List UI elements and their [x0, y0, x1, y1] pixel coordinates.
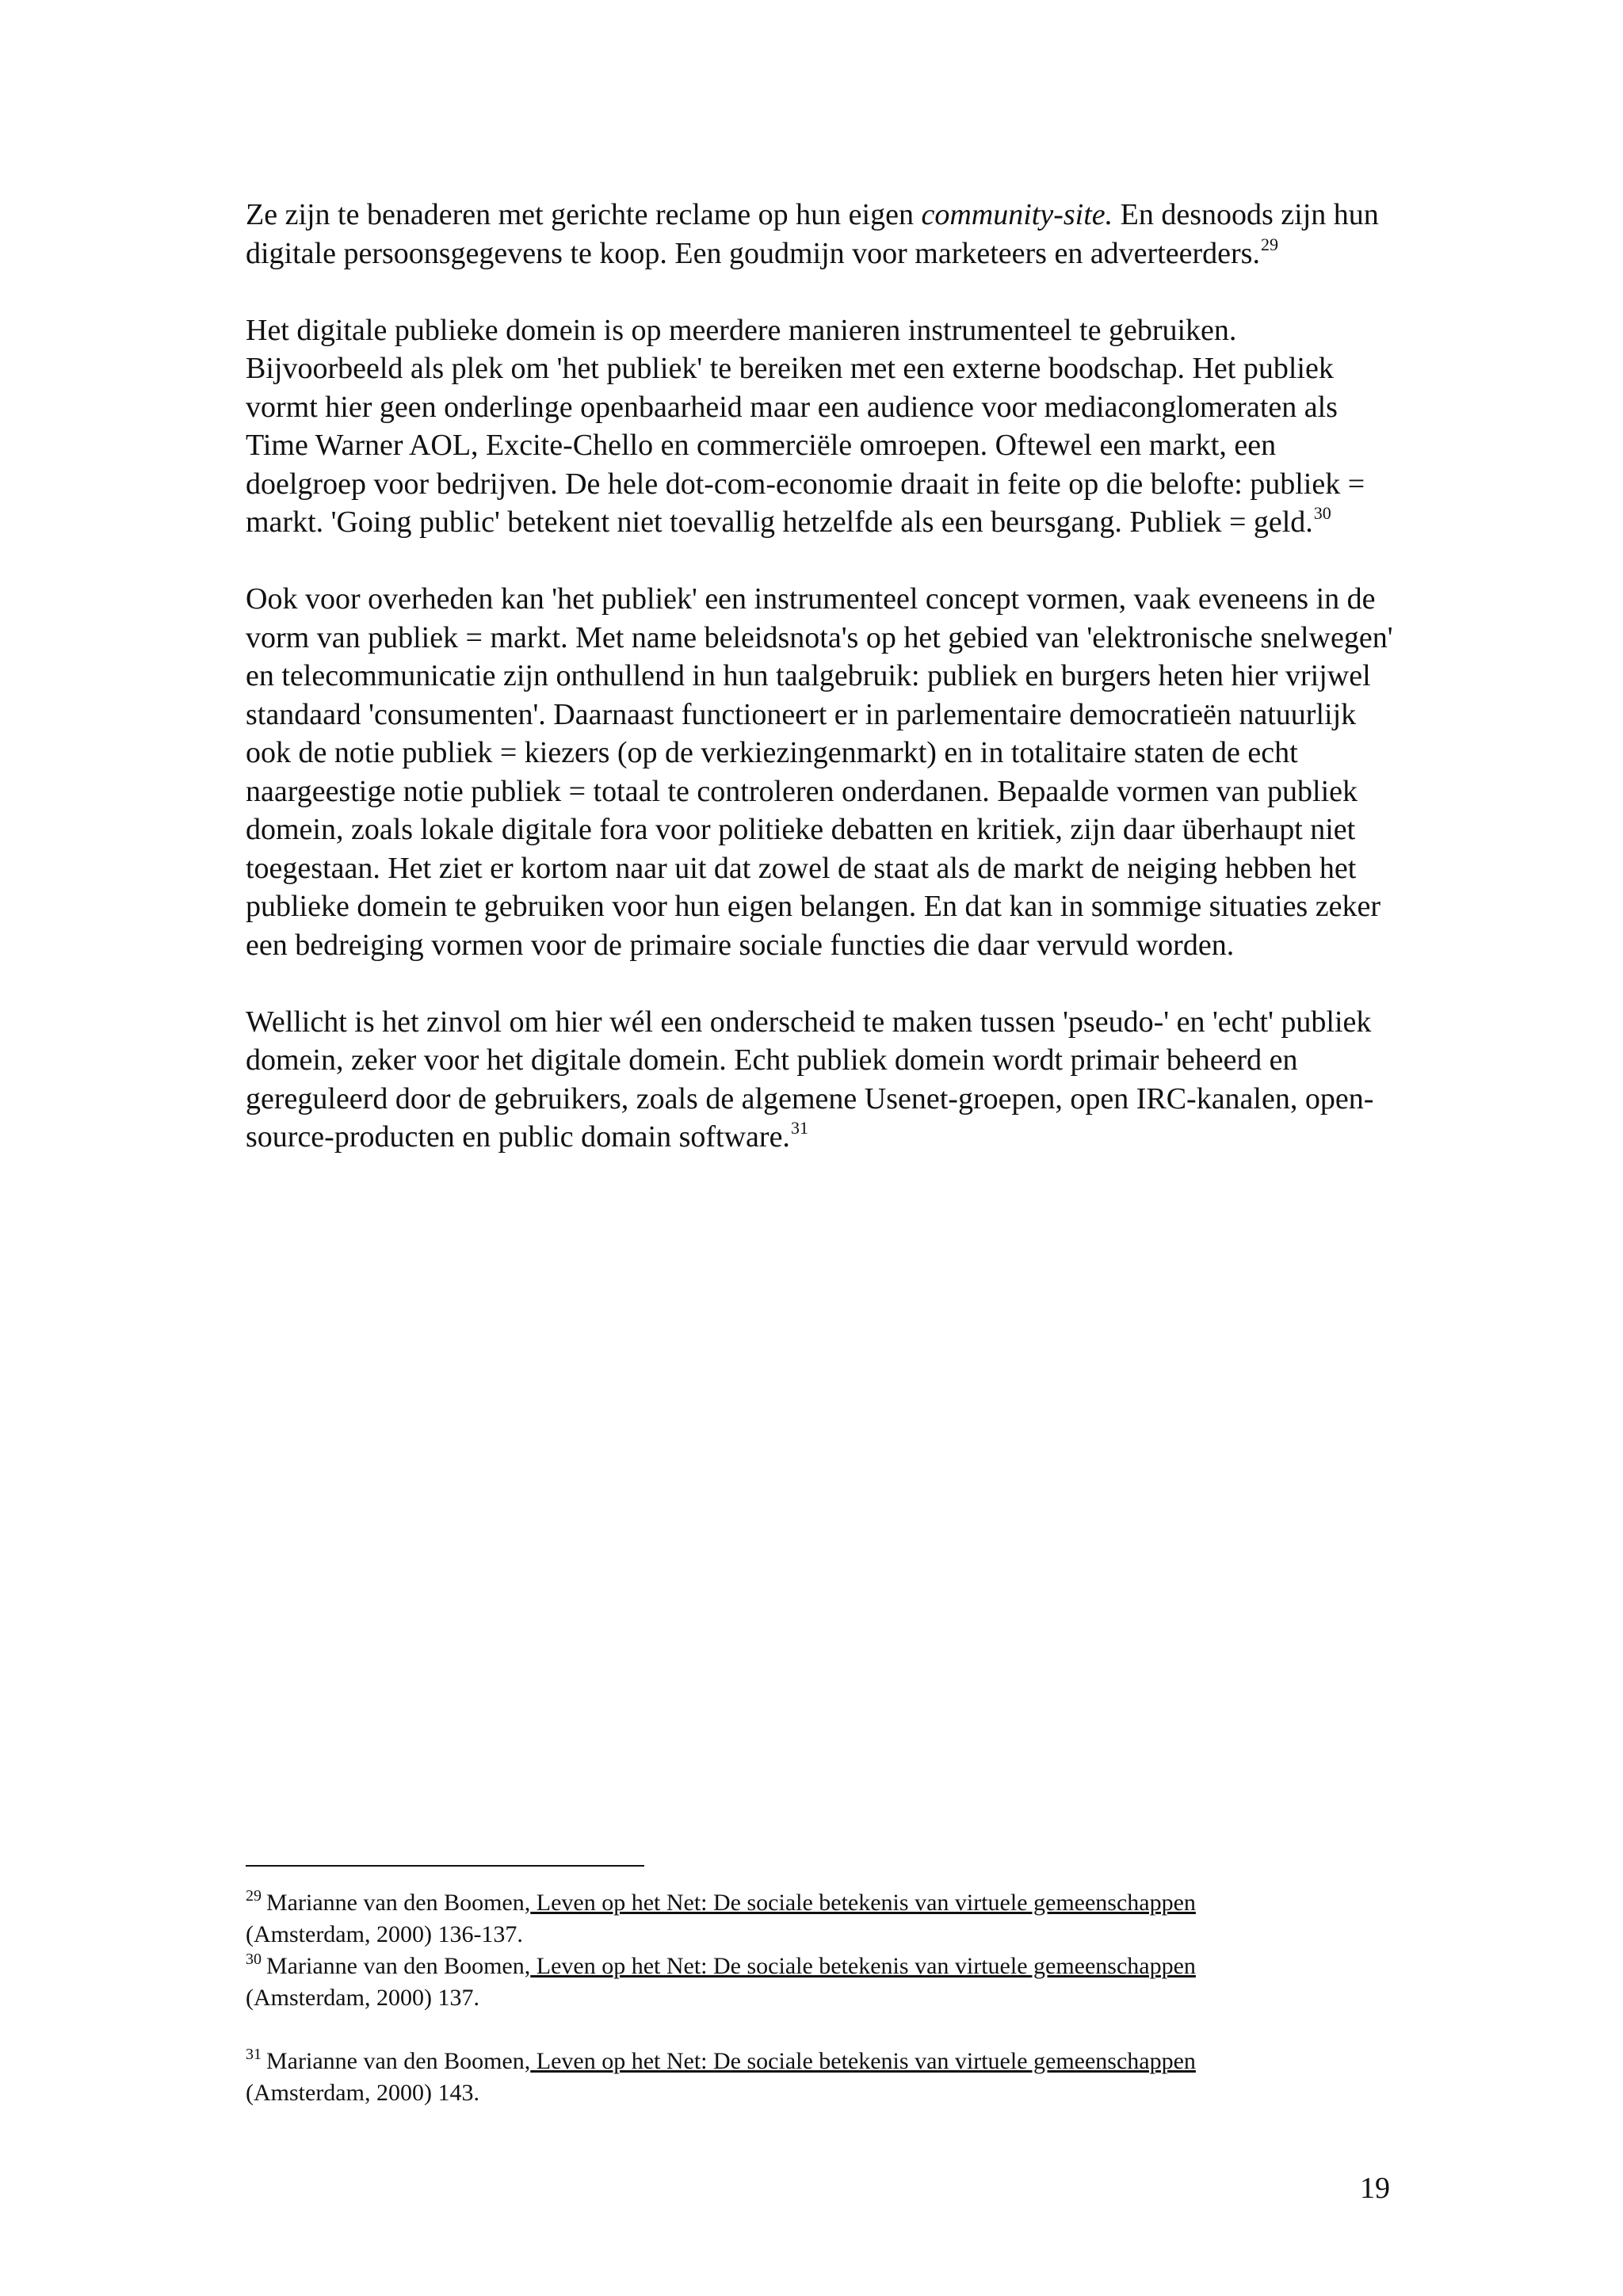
footnote-author: Marianne van den Boomen,	[266, 2048, 531, 2074]
footnote-ref-31: 31	[790, 1118, 808, 1138]
paragraph-2	[246, 311, 1395, 542]
footnote-number: 31	[246, 2046, 262, 2063]
paragraph-4	[246, 1003, 1395, 1157]
footnote-details: (Amsterdam, 2000) 143.	[246, 2080, 479, 2106]
paragraph-4-text: Wellicht is het zinvol om hier wél een onderscheid te maken tussen 'pseudo-' en 'echt' publiek domein, zeker voor het digitale domein. Echt publiek domein wordt primair beheerd en gereguleerd door de gebruikers, zoals de algemene Usenet-groepen, open IRC-kanalen, open-source-producten en public domain software.	[246, 1005, 1374, 1154]
paragraph-3	[246, 580, 1395, 964]
body-text	[246, 196, 1395, 1195]
footnote-number: 29	[246, 1887, 262, 1905]
footnote-title: Leven op het Net: De sociale betekenis van virtuele gemeenschappen	[530, 1953, 1196, 1979]
footnote-author: Marianne van den Boomen,	[266, 1953, 531, 1979]
footnote-30	[246, 1951, 1395, 2014]
paragraph-1-text-start: Ze zijn te benaderen met gerichte reclame op hun eigen	[246, 198, 922, 231]
page-number: 19	[1360, 2172, 1390, 2205]
footnote-author: Marianne van den Boomen,	[266, 1890, 531, 1916]
paragraph-1-text-end: En desnoods zijn hun digitale persoonsgegevens te koop. Een goudmijn voor marketeers en adverteerders.	[246, 198, 1379, 270]
footnote-title: Leven op het Net: De sociale betekenis van virtuele gemeenschappen	[530, 1890, 1196, 1916]
footnote-details: (Amsterdam, 2000) 137.	[246, 1985, 479, 2011]
footnote-details: (Amsterdam, 2000) 136-137.	[246, 1921, 523, 1947]
footnote-separator	[246, 1865, 644, 1867]
footnote-ref-29: 29	[1260, 234, 1278, 254]
paragraph-2-text: Het digitale publieke domein is op meerdere manieren instrumenteel te gebruiken. Bijvoorbeeld als plek om 'het publiek' te bereiken met een externe boodschap. Het publiek vormt hier geen onderlinge openbaarheid maar een audience voor mediaconglomeraten als Time Warner AOL, Excite-Chello en commerciële omroepen. Oftewel een markt, een doelgroep voor bedrijven. De hele dot-com-economie draait in feite op die belofte: publiek = markt. 'Going public' betekent niet toevallig hetzelfde als een beursgang. Publiek = geld.	[246, 313, 1365, 539]
footnote-ref-30: 30	[1313, 503, 1331, 523]
footnote-number: 30	[246, 1951, 262, 1968]
footnote-title: Leven op het Net: De sociale betekenis van virtuele gemeenschappen	[530, 2048, 1196, 2074]
paragraph-3-text: Ook voor overheden kan 'het publiek' een instrumenteel concept vormen, vaak eveneens in de vorm van publiek = markt. Met name beleidsnota's op het gebied van 'elektronische snelwegen' en telecommunicatie zijn onthullend in hun taalgebruik: publiek en burgers heten hier vrijwel standaard 'consumenten'. Daarnaast functioneert er in parlementaire democratieën natuurlijk ook de notie publiek = kiezers (op de verkiezingenmarkt) en in totalitaire staten de echt naargeestige notie publiek = totaal te controleren onderdanen. Bepaalde vormen van publiek domein, zoals lokale digitale fora voor politieke debatten en kritiek, zijn daar überhaupt niet toegestaan. Het ziet er kortom naar uit dat zowel de staat als de markt de neiging hebben het publieke domein te gebruiken voor hun eigen belangen. En dat kan in sommige situaties zeker een bedreiging vormen voor de primaire sociale functies die daar vervuld worden.	[246, 582, 1393, 962]
footnote-29	[246, 1887, 1395, 1951]
footnotes	[246, 1887, 1395, 2109]
paragraph-1-italic-term: community-site.	[921, 198, 1113, 231]
paragraph-1	[246, 196, 1395, 273]
footnote-31	[246, 2046, 1395, 2109]
